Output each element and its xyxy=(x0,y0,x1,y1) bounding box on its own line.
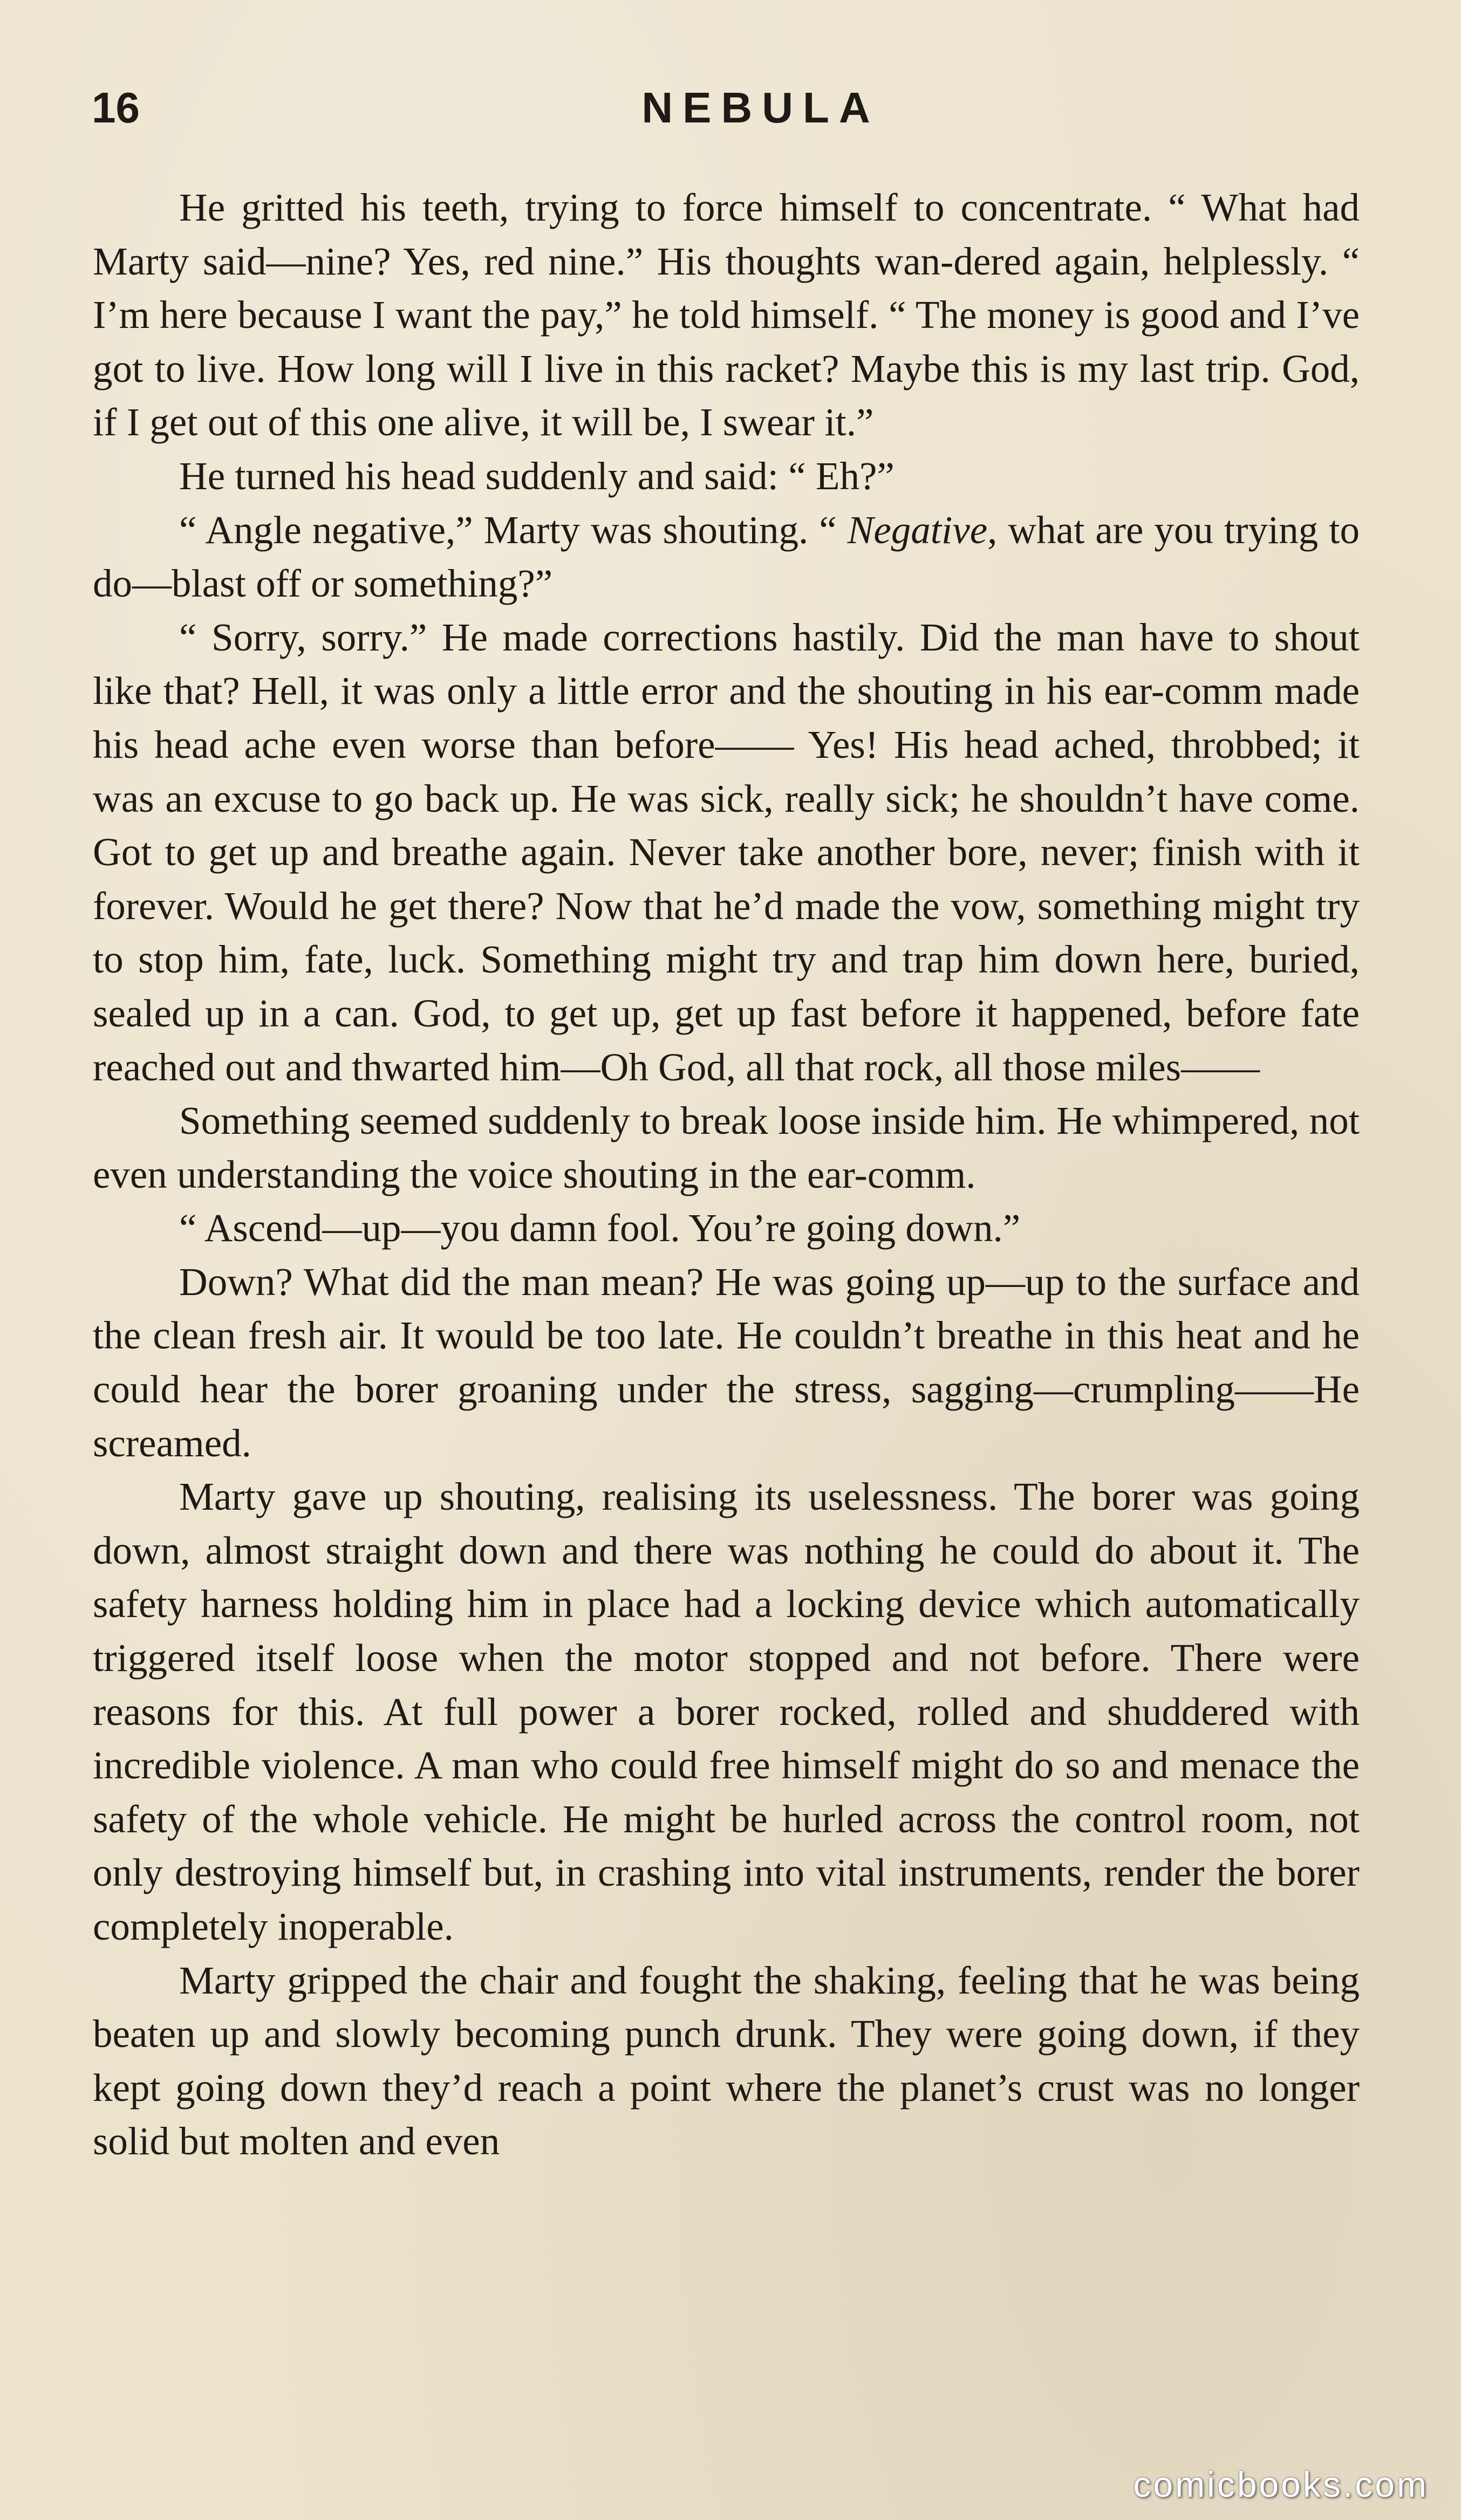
paragraph-1: He gritted his teeth, trying to force himself to concentrate. “ What had Marty said—nine? Yes, red nine.” His thoughts wan-dered again, helplessly. “ I’m here because I want the pay,” he told himself. “ The money is good and I’ve got to live. How long will I live in this racket? Maybe this is my last trip. God, if I get out of this one alive, it will be, I swear it.” xyxy=(93,186,1360,444)
paragraph-8: Marty gave up shouting, realising its uselessness. The borer was going down, almost straight down and there was nothing he could do about it. The safety harness holding him in place had a locking device which automatically triggered itself loose when the motor stopped and not before. There were reasons for this. At full power a borer rocked, rolled and shuddered with incredible violence. A man who could free himself might do so and menace the safety of the whole vehicle. He might be hurled across the control room, not only destroying himself but, in crashing into vital instruments, render the borer completely inoperable. xyxy=(93,1475,1360,1948)
magazine-title: NEBULA xyxy=(641,84,880,132)
running-head xyxy=(92,76,1365,140)
paragraph-6: “ Ascend—up—you damn fool. You’re going down.” xyxy=(179,1206,1021,1250)
paragraph-5: Something seemed suddenly to break loose inside him. He whimpered, not even understanding the voice shouting in the ear-comm. xyxy=(93,1099,1360,1196)
paragraph-3-emphasis: Negative xyxy=(847,508,988,552)
paragraph-4: “ Sorry, sorry.” He made corrections hastily. Did the man have to shout like that? Hell, it was only a little error and the shouting in his ear-comm made his head ache even worse than before—— Yes! His head ached, throbbed; it was an excuse to go back up. He was sick, really sick; he shouldn’t have come. Got to get up and breathe again. Never take another bore, never; finish with it forever. Would he get there? Now that he’d made the vow, something might try to stop him, fate, luck. Something might try and trap him down here, buried, sealed up in a can. God, to get up, get up fast before it happened, before fate reached out and thwarted him—Oh God, all that rock, all those miles—— xyxy=(93,615,1360,1089)
paragraph-9: Marty gripped the chair and fought the shaking, feeling that he was being beaten up and slowly becoming punch drunk. They were going down, if they kept going down they’d reach a point where the planet’s crust was no longer solid but molten and even xyxy=(93,1958,1360,2163)
watermark: comicbooks.com xyxy=(1133,2464,1429,2504)
story-text xyxy=(93,181,1360,2168)
paragraph-2: He turned his head suddenly and said: “ Eh?” xyxy=(179,454,895,498)
paragraph-3-part-a: “ Angle negative,” Marty was shouting. “ xyxy=(179,508,848,552)
paragraph-7: Down? What did the man mean? He was going up—up to the surface and the clean fresh air. It would be too late. He couldn’t breathe in this heat and he could hear the borer groaning under the stress, sagging—crumpling——He screamed. xyxy=(93,1259,1360,1465)
paragraph-3-part-b: , what are you trying to do—blast off or something?” xyxy=(93,508,1360,606)
page-number: 16 xyxy=(92,84,140,132)
paragraph-3 xyxy=(93,503,1360,611)
